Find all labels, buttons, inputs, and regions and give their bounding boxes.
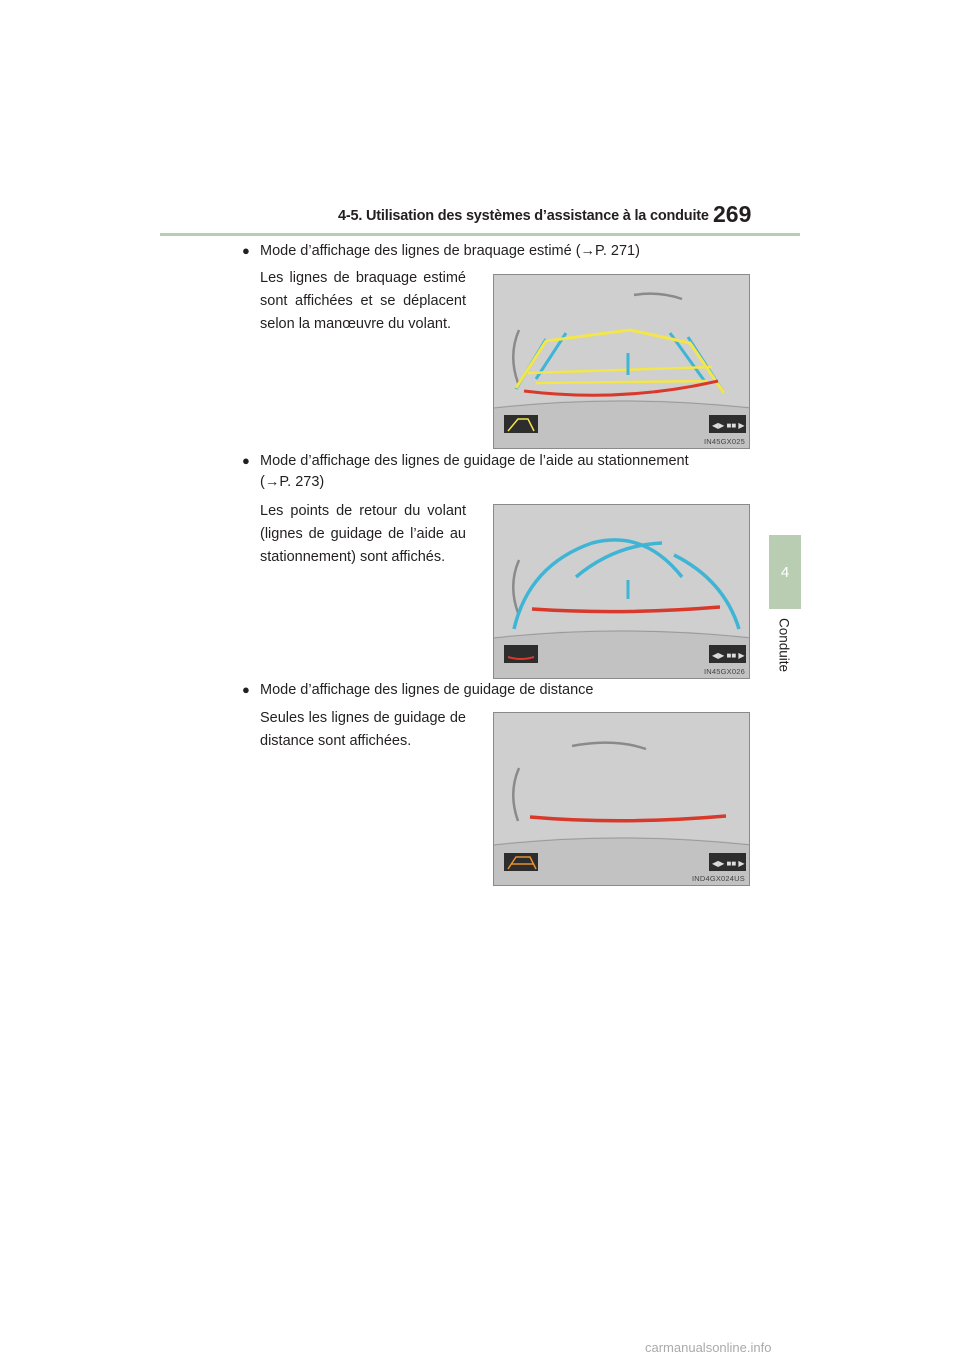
- page-number: 269: [713, 201, 752, 227]
- chapter-label: Conduite: [776, 617, 792, 673]
- figure-estimated-course-lines: [493, 274, 750, 449]
- item-2-title-cont: (→P. 273): [260, 474, 325, 490]
- camera-screen-1: [494, 275, 750, 449]
- figure-distance-guide-lines: [493, 712, 750, 886]
- item-1-description: Les lignes de braquage estimé sont affichées et se déplacent selon la manœuvre du volant.: [260, 270, 466, 332]
- chapter-tab[interactable]: [769, 535, 801, 609]
- figure-code: IN45GX025: [704, 437, 745, 446]
- figure-code: IN45GX026: [704, 667, 745, 676]
- bullet-icon: ●: [242, 243, 250, 258]
- camera-screen-2: [494, 505, 750, 679]
- svg-text:◀▶ ■■ ▶: ◀▶ ■■ ▶: [712, 421, 745, 430]
- watermark: carmanualsonline.info: [645, 1340, 772, 1355]
- item-3-description: Seules les lignes de guidage de distance sont affichées.: [260, 710, 466, 749]
- item-2-description: Les points de retour du volant (lignes de guidage de l’aide au stationnement) sont affichés.: [260, 503, 466, 565]
- item-1-title: [242, 243, 640, 259]
- header-rule: [160, 233, 800, 236]
- item-3-title: [242, 682, 593, 698]
- chapter-number: 4: [780, 563, 790, 581]
- figure-parking-assist-lines: [493, 504, 750, 679]
- svg-text:◀▶ ■■ ▶: ◀▶ ■■ ▶: [712, 859, 745, 868]
- bullet-icon: ●: [242, 453, 250, 468]
- item-title-text: Mode d’affichage des lignes de guidage de l’aide au stationnement: [260, 453, 689, 469]
- item-title-text: Mode d’affichage des lignes de guidage de distance: [260, 682, 594, 698]
- section-title: 4-5. Utilisation des systèmes d’assistance à la conduite: [338, 208, 709, 224]
- figure-code: IND4GX024US: [691, 874, 745, 883]
- svg-text:◀▶ ■■ ▶: ◀▶ ■■ ▶: [712, 651, 745, 660]
- item-2-title: [242, 453, 689, 469]
- item-title-text: Mode d’affichage des lignes de braquage estimé (→P. 271): [260, 243, 640, 259]
- bullet-icon: ●: [242, 682, 250, 697]
- camera-screen-3: [494, 713, 750, 886]
